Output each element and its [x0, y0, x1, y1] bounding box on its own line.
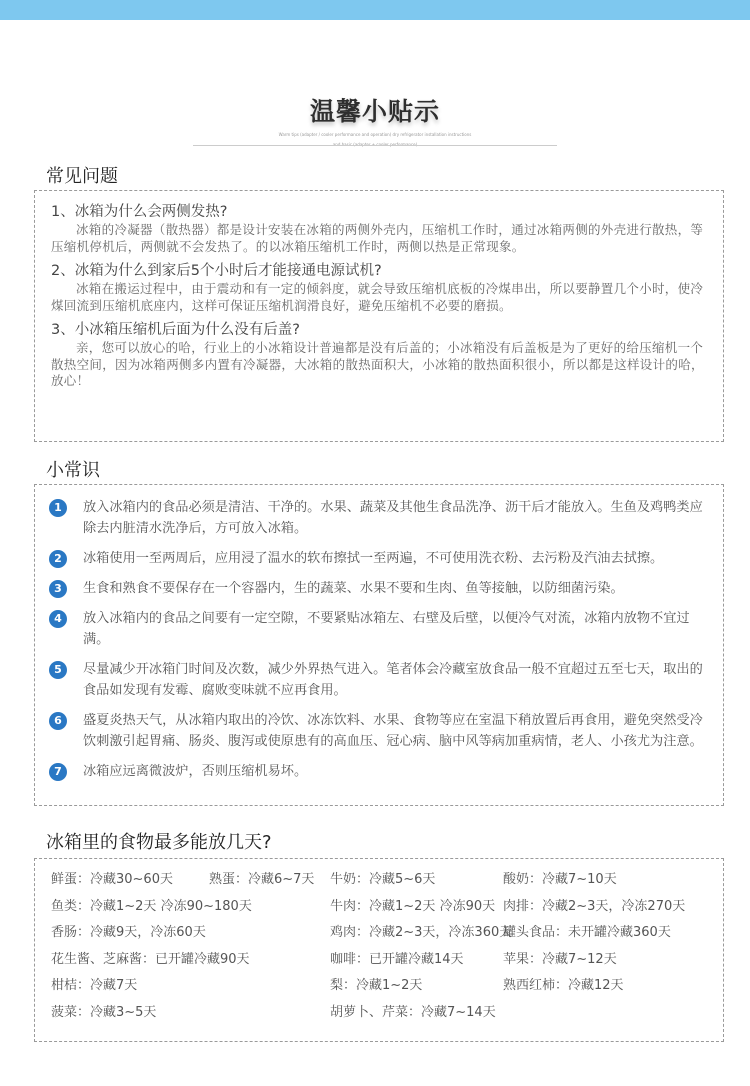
food-row [51, 977, 723, 1004]
food-row [51, 871, 723, 898]
tip-item [49, 608, 709, 650]
tip-number-badge: 3 [49, 580, 67, 598]
food-storage-entry: 胡萝卜、芹菜：冷藏7~14天 [291, 1004, 496, 1020]
tip-item [49, 497, 709, 539]
faq-answer: 冰箱的冷凝器（散热器）都是设计安装在冰箱的两侧外壳内，压缩机工作时，通过冰箱两侧的外壳进行散热，等压缩机停机后，两侧就不会发热了。的以冰箱压缩机工作时，两侧以热是正常现象。 [51, 222, 704, 254]
tip-text: 冰箱应远离微波炉，否则压缩机易坏。 [83, 764, 308, 779]
food-heading: 冰箱里的食物最多能放几天? [46, 832, 272, 853]
faq-answer: 亲，您可以放心的哈，行业上的小冰箱设计普遍都是没有后盖的；小冰箱没有后盖板是为了更好的给压缩机一个散热空间，因为冰箱两侧多内置有冷凝器，大冰箱的散热面积大，小冰箱的散热面积很小，所以都是这样设计的哈，放心！ [51, 340, 704, 388]
food-storage-entry: 花生酱、芝麻酱：已开罐冷藏90天 [51, 951, 250, 967]
food-row [51, 898, 723, 925]
food-storage-entry: 咖啡：已开罐冷藏14天 [291, 951, 464, 967]
tip-item [49, 548, 709, 569]
tip-number-badge: 5 [49, 661, 67, 679]
tips-heading: 小常识 [46, 460, 100, 481]
food-storage-entry: 鸡肉：冷藏2~3天，冷冻360天 [291, 925, 513, 940]
tip-item [49, 710, 709, 752]
tip-number-badge: 6 [49, 712, 67, 730]
tip-text: 盛夏炎热天气，从冰箱内取出的冷饮、冰冻饮料、水果、食物等应在室温下稍放置后再食用，避免突然受冷饮刺激引起胃痛、肠炎、腹泻或使原患有的高血压、冠心病、脑中风等病加重病情，老人、小孩尤为注意。 [83, 713, 703, 749]
food-row [51, 924, 723, 951]
page-subtitle-line-1: Warm tips (adapter / cooler performance and operation) dry refrigerator installation instructions [278, 132, 472, 137]
page-header [0, 92, 750, 148]
food-storage-entry: 鱼类：冷藏1~2天 冷冻90~180天 [51, 898, 252, 914]
food-storage-entry: 罐头食品：未开罐冷藏360天 [503, 925, 671, 940]
faq-heading: 常见问题 [46, 166, 118, 187]
faq-box [34, 190, 724, 442]
page-title: 温馨小贴示 [309, 97, 440, 126]
faq-question: 1、冰箱为什么会两侧发热? [51, 204, 228, 220]
food-storage-entry: 牛奶：冷藏5~6天 [291, 872, 436, 887]
tip-text: 生食和熟食不要保存在一个容器内，生的蔬菜、水果不要和生肉、鱼等接触，以防细菌污染。 [83, 581, 624, 596]
title-divider [193, 145, 557, 146]
top-banner-bar [0, 0, 750, 20]
faq-item [51, 321, 709, 390]
faq-question: 3、小冰箱压缩机后面为什么没有后盖? [51, 322, 300, 338]
food-storage-entry: 柑桔：冷藏7天 [51, 978, 138, 993]
faq-item [51, 203, 709, 255]
tip-number-badge: 4 [49, 610, 67, 628]
food-storage-entry: 牛肉：冷藏1~2天 冷冻90天 [291, 898, 496, 914]
food-storage-entry: 肉排：冷藏2~3天，冷冻270天 [503, 898, 686, 914]
tip-number-badge: 2 [49, 550, 67, 568]
tip-item [49, 578, 709, 599]
food-storage-entry: 鲜蛋：冷藏30~60天 [51, 872, 173, 887]
food-storage-entry: 苹果：冷藏7~12天 [503, 951, 617, 967]
faq-question: 2、冰箱为什么到家后5个小时后才能接通电源试机? [51, 263, 382, 279]
faq-answer: 冰箱在搬运过程中，由于震动和有一定的倾斜度，就会导致压缩机底板的冷煤串出，所以要静置几个小时，使冷煤回流到压缩机底座内，这样可保证压缩机润滑良好，避免压缩机不必要的磨损。 [51, 281, 704, 313]
food-storage-entry: 菠菜：冷藏3~5天 [51, 1004, 157, 1020]
food-row [51, 951, 723, 978]
food-storage-entry: 香肠：冷藏9天，冷冻60天 [51, 925, 206, 940]
tips-box [34, 484, 724, 806]
tip-text: 冰箱使用一至两周后，应用浸了温水的软布擦拭一至两遍，不可使用洗衣粉、去污粉及汽油去拭擦。 [83, 551, 664, 566]
food-storage-entry: 梨：冷藏1~2天 [291, 978, 423, 993]
tip-text: 放入冰箱内的食品必须是清洁、干净的。水果、蔬菜及其他生食品洗净、沥干后才能放入。生鱼及鸡鸭类应除去内脏清水洗净后，方可放入冰箱。 [83, 500, 703, 536]
tip-text: 尽量减少开冰箱门时间及次数，减少外界热气进入。笔者体会冷藏室放食品一般不宜超过五至七天，取出的食品如发现有发霉、腐败变味就不应再食用。 [83, 662, 703, 698]
food-storage-entry: 酸奶：冷藏7~10天 [503, 872, 617, 887]
tip-text: 放入冰箱内的食品之间要有一定空隙，不要紧贴冰箱左、右壁及后壁，以便冷气对流，冰箱内放物不宜过满。 [83, 611, 690, 647]
tip-item [49, 761, 709, 782]
tip-number-badge: 7 [49, 763, 67, 781]
tip-number-badge: 1 [49, 499, 67, 517]
faq-item [51, 262, 709, 314]
tip-item [49, 659, 709, 701]
food-storage-entry: 熟西红柿：冷藏12天 [503, 978, 624, 993]
food-storage-box [34, 858, 724, 1042]
food-row [51, 1004, 723, 1031]
food-storage-entry: 熟蛋：冷藏6~7天 [209, 872, 315, 887]
